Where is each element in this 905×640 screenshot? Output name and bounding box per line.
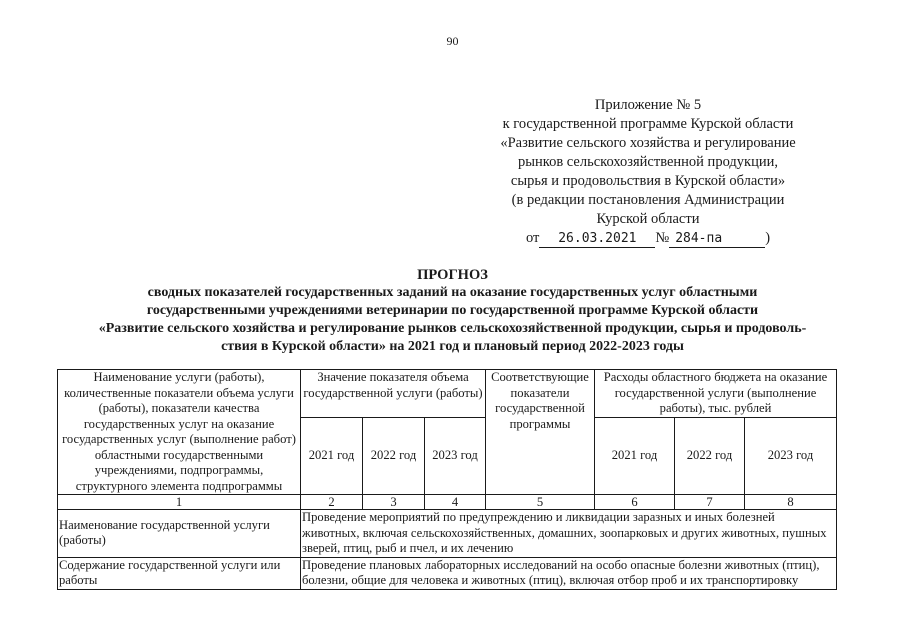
approval-number: 284-па: [669, 231, 765, 248]
appendix-block: [468, 96, 828, 248]
number-prefix: №: [655, 230, 670, 246]
appendix-line: «Развитие сельского хозяйства и регулирование: [500, 135, 796, 151]
column-number: 7: [675, 495, 745, 510]
header-program-indicators: Соответствующие показатели государственной программы: [486, 370, 595, 495]
column-number: 8: [745, 495, 837, 510]
appendix-line: Приложение № 5: [594, 97, 702, 113]
row-value: Проведение плановых лабораторных исследований на особо опасные болезни животных (птиц), болезни, общие для человека и животных (птиц), включая отбор проб и их транспортировку: [301, 557, 837, 589]
appendix-line: сырья и продовольствия в Курской области»: [510, 173, 786, 189]
table-row: [58, 557, 837, 589]
appendix-line: рынков сельскохозяйственной продукции,: [518, 154, 778, 170]
column-number: 5: [486, 495, 595, 510]
row-label: Наименование государственной услуги (работы): [58, 510, 301, 558]
appendix-line: Курской области: [596, 211, 700, 227]
title-line: сводных показателей государственных заданий на оказание государственных услуг областными: [147, 285, 758, 300]
table-row: [58, 510, 837, 558]
forecast-table: [57, 369, 837, 590]
header-budget-expenses: Расходы областного бюджета на оказание государственной услуги (выполнение работы), тыс. рублей: [595, 370, 837, 418]
header-year: 2023 год: [425, 418, 486, 495]
appendix-line: к государственной программе Курской области: [502, 116, 794, 132]
header-volume: Значение показателя объема государственной услуги (работы): [301, 370, 486, 418]
header-year: 2021 год: [595, 418, 675, 495]
column-number: 2: [301, 495, 363, 510]
title-heading: ПРОГНОЗ: [417, 267, 488, 283]
approval-date: 26.03.2021: [539, 231, 655, 248]
row-label: Содержание государственной услуги или работы: [58, 557, 301, 589]
column-number: 4: [425, 495, 486, 510]
appendix-line: (в редакции постановления Администрации: [511, 192, 785, 208]
header-year: 2021 год: [301, 418, 363, 495]
date-prefix: от: [525, 230, 540, 246]
title-line: «Развитие сельского хозяйства и регулирование рынков сельскохозяйственной продукции, сырья и продоволь-: [98, 321, 807, 336]
column-number: 3: [363, 495, 425, 510]
closing-paren: ): [765, 230, 771, 246]
title-line: государственными учреждениями ветеринарии по государственной программе Курской области: [146, 303, 759, 318]
column-number: 6: [595, 495, 675, 510]
document-title: [40, 266, 865, 356]
row-value: Проведение мероприятий по предупреждению и ликвидации заразных и иных болезней животных, включая сельскохозяйственных, домашних, зоопарковых и других животных, пушных зверей, птиц, рыб и пчел, и их лечению: [301, 510, 837, 558]
column-number: 1: [58, 495, 301, 510]
header-service-indicators: Наименование услуги (работы), количественные показатели объема услуги (работы), показатели качества государственных услуг на оказание государственных услуг (выполнение работ) областными государственными учреждениями, подпрограммы, структурного элемента подпрограммы: [58, 370, 301, 495]
header-year: 2022 год: [675, 418, 745, 495]
header-year: 2022 год: [363, 418, 425, 495]
header-year: 2023 год: [745, 418, 837, 495]
title-line: ствия в Курской области» на 2021 год и плановый период 2022-2023 годы: [221, 339, 684, 354]
approval-line: [468, 229, 828, 248]
page-number: 90: [446, 34, 459, 48]
